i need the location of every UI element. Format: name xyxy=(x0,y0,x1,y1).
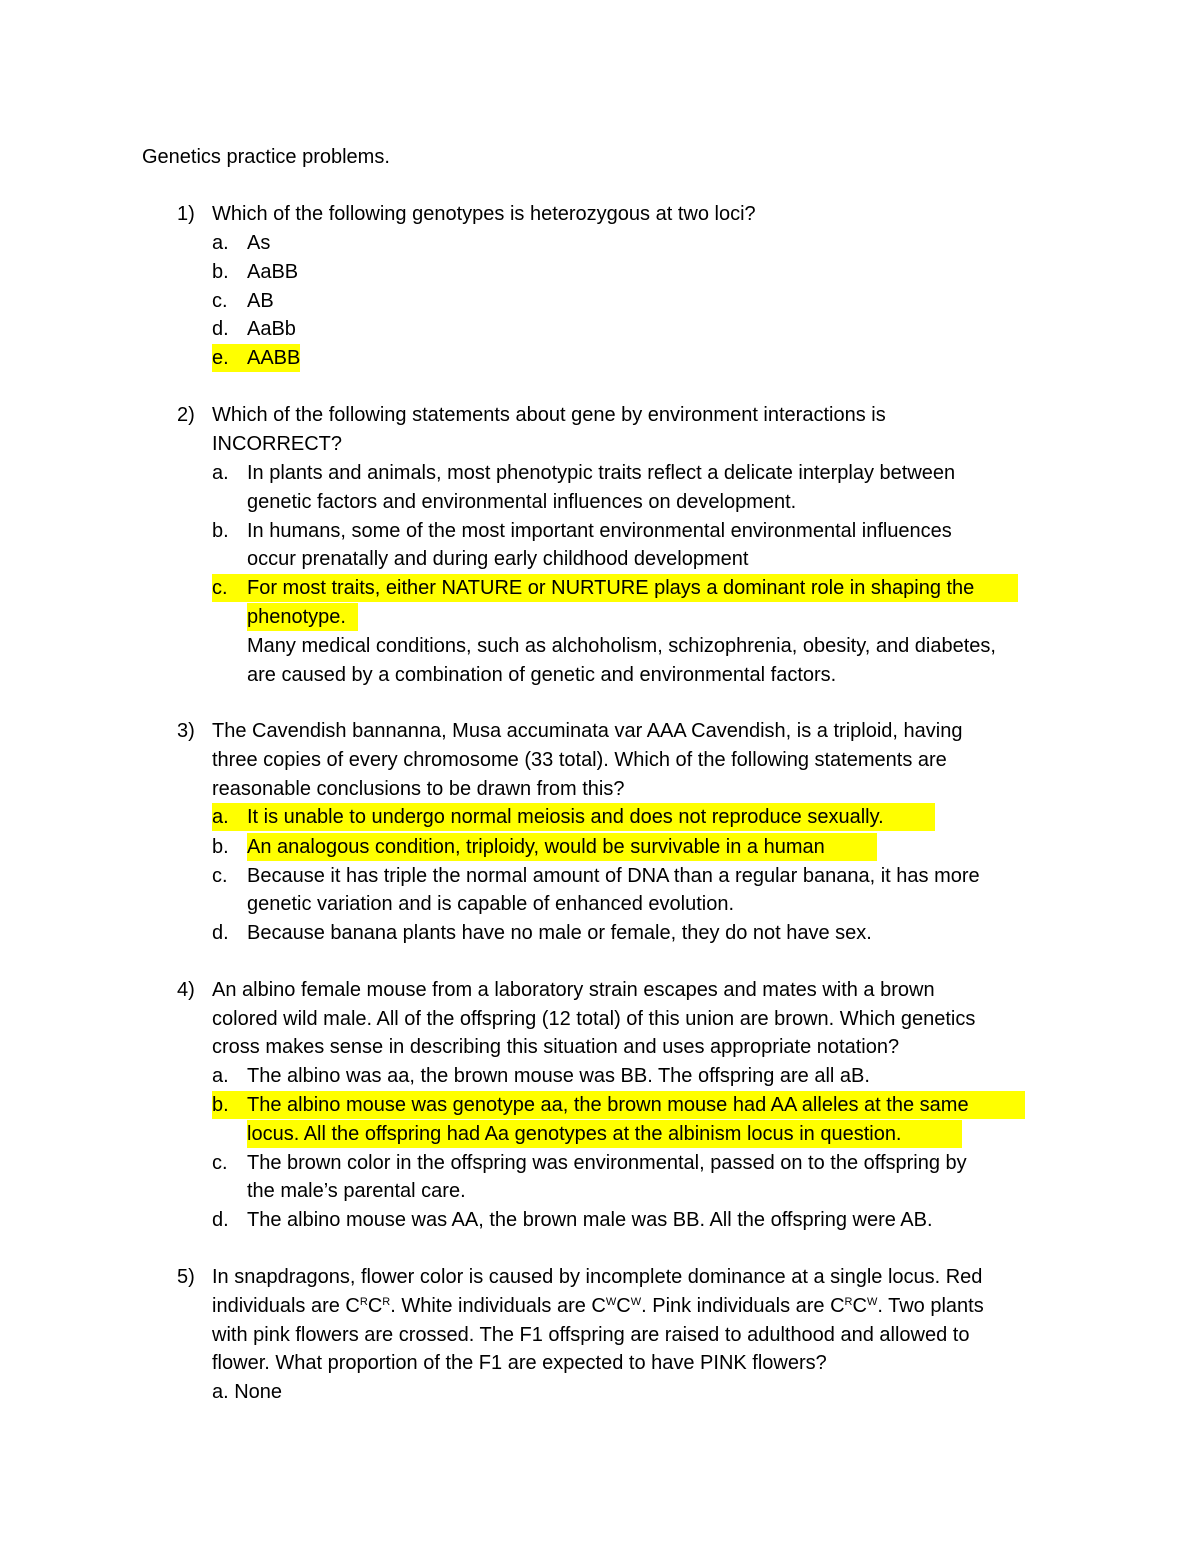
option-text: The albino was aa, the brown mouse was BB. The offspring are all aB. xyxy=(247,1065,870,1087)
document-title: Genetics practice problems. xyxy=(142,146,390,168)
option-text: In humans, some of the most important environmental environmental influences xyxy=(247,520,952,542)
option-letter: d. xyxy=(212,922,229,944)
answer-note: are caused by a combination of genetic and environmental factors. xyxy=(247,664,837,686)
highlighted-answer xyxy=(212,574,1018,602)
option-text: Because banana plants have no male or female, they do not have sex. xyxy=(247,922,872,944)
option-text: phenotype. xyxy=(247,603,358,631)
question-stem: In snapdragons, flower color is caused by incomplete dominance at a single locus. Red xyxy=(212,1266,983,1288)
allele-superscript: R xyxy=(359,1296,368,1308)
allele-superscript: W xyxy=(605,1296,617,1308)
option-letter: d. xyxy=(212,1209,229,1231)
stem-text: C xyxy=(852,1295,867,1317)
option-letter: c. xyxy=(212,290,228,312)
option-letter: c. xyxy=(212,865,228,887)
highlighted-answer xyxy=(212,803,935,831)
question-stem: with pink flowers are crossed. The F1 offspring are raised to adulthood and allowed to xyxy=(212,1324,970,1346)
question-number: 4) xyxy=(177,979,195,1001)
question-number: 3) xyxy=(177,720,195,742)
option-text: the male’s parental care. xyxy=(247,1180,466,1202)
question-number: 5) xyxy=(177,1266,195,1288)
highlighted-answer xyxy=(212,344,300,372)
option-text: The albino mouse was AA, the brown male was BB. All the offspring were AB. xyxy=(247,1209,933,1231)
question-stem: three copies of every chromosome (33 total). Which of the following statements are xyxy=(212,749,947,771)
option-letter: c. xyxy=(212,577,228,599)
option-text: genetic factors and environmental influences on development. xyxy=(247,491,797,513)
stem-text: . Two plants xyxy=(877,1295,984,1317)
option-text: AaBB xyxy=(247,261,299,283)
option-letter: b. xyxy=(212,520,229,542)
question-stem: colored wild male. All of the offspring (12 total) of this union are brown. Which genetics xyxy=(212,1008,976,1030)
question-number: 2) xyxy=(177,404,195,426)
allele-superscript: W xyxy=(866,1296,878,1308)
option-text: In plants and animals, most phenotypic traits reflect a delicate interplay between xyxy=(247,462,956,484)
question-stem: The Cavendish bannanna, Musa accuminata var AAA Cavendish, is a triploid, having xyxy=(212,720,963,742)
option-text: It is unable to undergo normal meiosis and does not reproduce sexually. xyxy=(247,806,884,828)
option-letter: e. xyxy=(212,347,229,369)
option-text: The brown color in the offspring was environmental, passed on to the offspring by xyxy=(247,1152,967,1174)
option-letter: a. xyxy=(212,1065,229,1087)
question-stem: Which of the following statements about gene by environment interactions is xyxy=(212,404,886,426)
question-stem: cross makes sense in describing this situation and uses appropriate notation? xyxy=(212,1036,900,1058)
option-text: The albino mouse was genotype aa, the brown mouse had AA alleles at the same xyxy=(247,1094,969,1116)
option-text: genetic variation and is capable of enhanced evolution. xyxy=(247,893,735,915)
option-letter: b. xyxy=(212,836,229,858)
option-text: For most traits, either NATURE or NURTURE plays a dominant role in shaping the xyxy=(247,577,975,599)
highlighted-answer xyxy=(212,1091,1025,1119)
stem-text: . Pink individuals are C xyxy=(641,1295,845,1317)
option-text: a. None xyxy=(212,1381,283,1403)
question-stem: An albino female mouse from a laboratory strain escapes and mates with a brown xyxy=(212,979,935,1001)
option-letter: c. xyxy=(212,1152,228,1174)
stem-text: C xyxy=(367,1295,383,1317)
option-letter: b. xyxy=(212,261,229,283)
question-stem xyxy=(212,1292,984,1320)
stem-text: individuals are C xyxy=(212,1295,360,1317)
option-text: Because it has triple the normal amount of DNA than a regular banana, it has more xyxy=(247,865,980,887)
allele-superscript: W xyxy=(630,1296,642,1308)
option-text: locus. All the offspring had Aa genotypes at the albinism locus in question. xyxy=(247,1120,962,1148)
option-text: As xyxy=(247,232,271,254)
question-stem: Which of the following genotypes is heterozygous at two loci? xyxy=(212,203,756,225)
option-letter: a. xyxy=(212,462,229,484)
allele-superscript: R xyxy=(844,1296,853,1308)
option-letter: a. xyxy=(212,232,229,254)
stem-text: C xyxy=(616,1295,631,1317)
question-stem: flower. What proportion of the F1 are expected to have PINK flowers? xyxy=(212,1352,827,1374)
question-stem: INCORRECT? xyxy=(212,433,343,455)
question-stem: reasonable conclusions to be drawn from this? xyxy=(212,778,625,800)
option-text: occur prenatally and during early childhood development xyxy=(247,548,749,570)
option-letter: b. xyxy=(212,1094,229,1116)
allele-superscript: R xyxy=(382,1296,391,1308)
answer-note: Many medical conditions, such as alchoholism, schizophrenia, obesity, and diabetes, xyxy=(247,635,996,657)
question-number: 1) xyxy=(177,203,195,225)
option-text: AaBb xyxy=(247,318,296,340)
option-text: AB xyxy=(247,290,274,312)
stem-text: . White individuals are C xyxy=(390,1295,606,1317)
option-text: An analogous condition, triploidy, would be survivable in a human xyxy=(247,833,877,861)
option-text: AABB xyxy=(247,347,301,369)
option-letter: d. xyxy=(212,318,229,340)
option-letter: a. xyxy=(212,806,229,828)
